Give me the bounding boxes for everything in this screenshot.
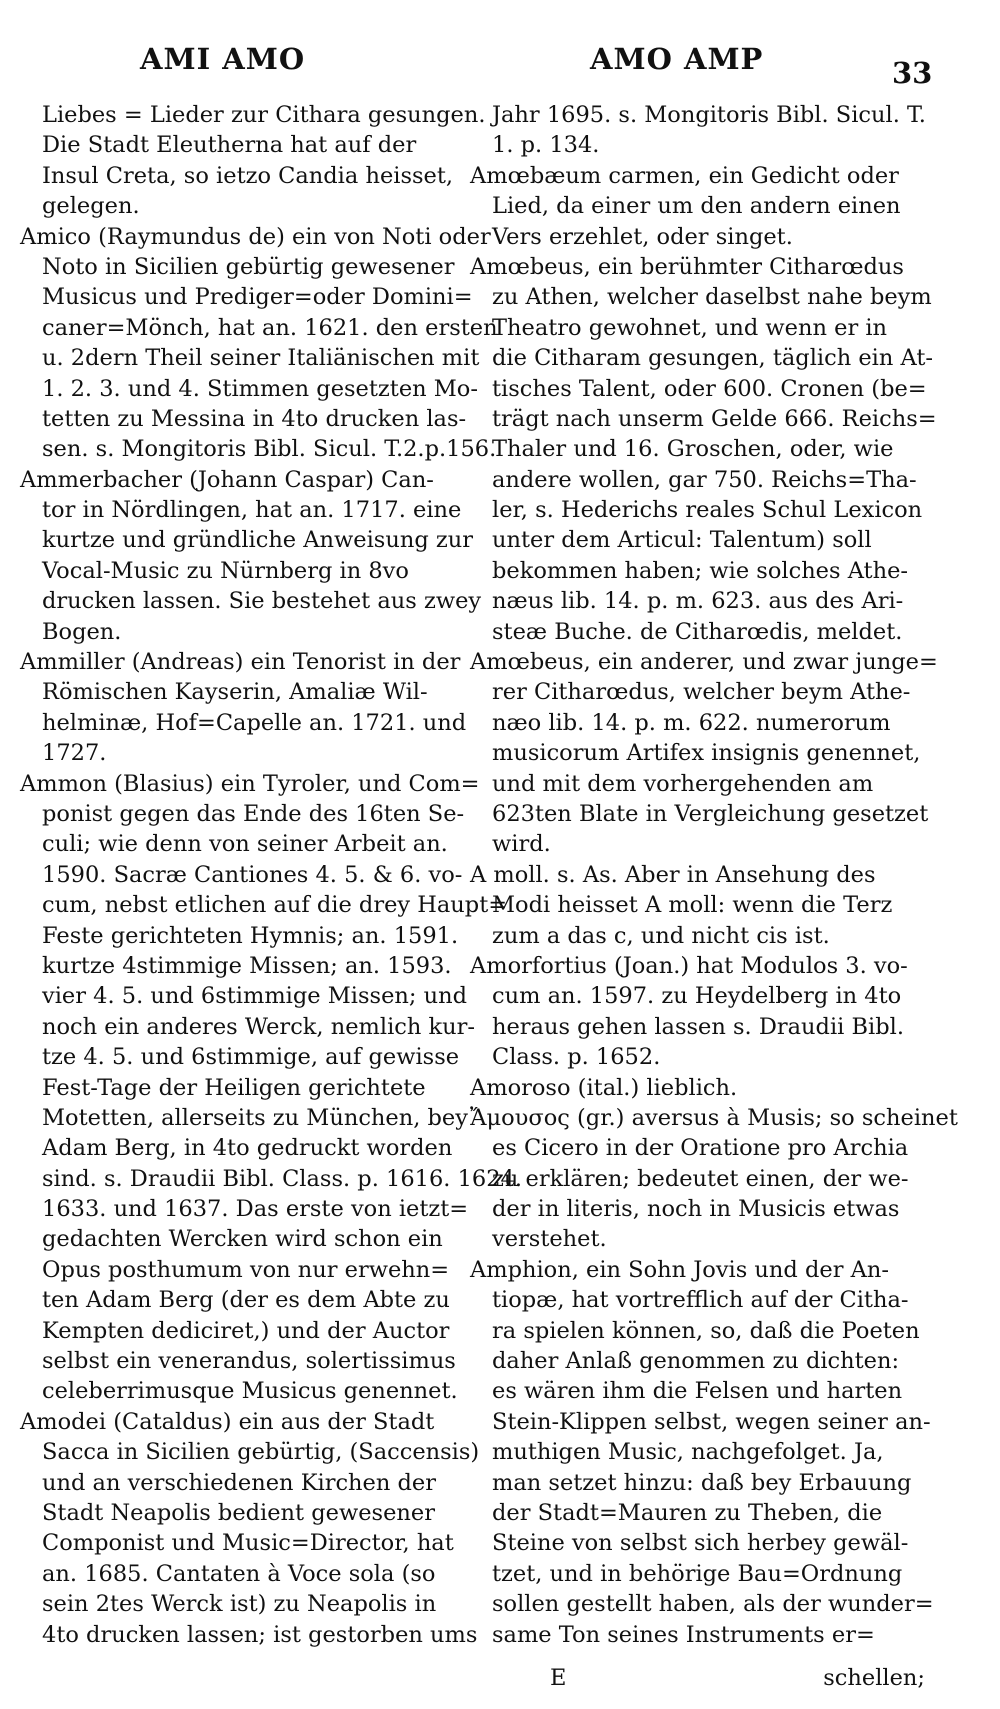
text-line: 1590. Sacræ Cantiones 4. 5. & 6. vo- — [42, 861, 463, 888]
text-line: Insul Creta, so ietzo Candia heisset, — [42, 162, 454, 189]
text-line: vier 4. 5. und 6stimmige Missen; und — [42, 983, 467, 1010]
text-line: der Stadt=Mauren zu Theben, die — [492, 1499, 883, 1526]
text-line: 623ten Blate in Vergleichung gesetzet — [492, 800, 929, 827]
entry-headword-line: Ammiller (Andreas) ein Tenorist in der — [20, 649, 461, 676]
text-line: cum an. 1597. zu Heydelberg in 4to — [492, 983, 902, 1010]
text-line: culi; wie denn von seiner Arbeit an. — [42, 831, 448, 858]
text-line: næo lib. 14. p. m. 622. numerorum — [492, 709, 891, 736]
text-line: zu Athen, welcher daselbst nahe beym — [492, 284, 932, 311]
entry-headword-line: Amorfortius (Joan.) hat Modulos 3. vo- — [470, 952, 908, 979]
text-line: Kempten dediciret,) und der Auctor — [42, 1317, 450, 1344]
text-line: helminæ, Hof=Capelle an. 1721. und — [42, 709, 467, 736]
text-line: Motetten, allerseits zu München, bey — [42, 1104, 468, 1131]
text-line: ten Adam Berg (der es dem Abte zu — [42, 1287, 450, 1314]
text-line: Fest-Tage der Heiligen gerichtete — [42, 1074, 426, 1101]
text-line: Jahr 1695. s. Mongitoris Bibl. Sicul. T. — [492, 102, 926, 128]
text-line: rer Citharœdus, welcher beym Athe- — [492, 679, 911, 706]
text-line: Römischen Kayserin, Amaliæ Wil- — [42, 679, 428, 706]
entry-headword-line: Amœbeus, ein berühmter Citharœdus — [470, 253, 904, 280]
text-line: Musicus und Prediger=oder Domini= — [42, 284, 473, 311]
text-line: næus lib. 14. p. m. 623. aus des Ari- — [492, 588, 904, 615]
text-line: Theatro gewohnet, und wenn er in — [492, 314, 888, 341]
text-line: Adam Berg, in 4to gedruckt worden — [42, 1135, 453, 1162]
text-line: Modi heisset A moll: wenn die Terz — [492, 892, 893, 919]
entry-headword-line: A moll. s. As. Aber in Ansehung des — [470, 861, 876, 888]
text-line: musicorum Artifex insignis genennet, — [492, 740, 921, 767]
entry-headword-line: Amoroso (ital.) lieblich. — [470, 1074, 738, 1101]
text-line: verstehet. — [492, 1226, 607, 1253]
text-line: es wären ihm die Felsen und harten — [492, 1378, 903, 1405]
text-line: ler, s. Hederichs reales Schul Lexicon — [492, 497, 923, 524]
text-line: Stadt Neapolis bedient gewesener — [42, 1499, 435, 1526]
text-line: unter dem Articul: Talentum) soll — [492, 527, 872, 554]
text-line: tze 4. 5. und 6stimmige, auf gewisse — [42, 1044, 460, 1071]
text-line: tetten zu Messina in 4to drucken las- — [42, 405, 467, 432]
text-line: ponist gegen das Ende des 16ten Se- — [42, 800, 465, 827]
page-footer — [470, 1665, 925, 1699]
text-line: 1. 2. 3. und 4. Stimmen gesetzten Mo- — [42, 375, 478, 402]
text-line: Steine von selbst sich herbey gewäl- — [492, 1530, 909, 1557]
text-line: trägt nach unserm Gelde 666. Reichs= — [492, 405, 937, 432]
text-line: es Cicero in der Oratione pro Archia — [492, 1135, 909, 1162]
text-line: Feste gerichteten Hymnis; an. 1591. — [42, 922, 459, 949]
text-line: Lied, da einer um den andern einen — [492, 193, 901, 220]
text-line: 1. p. 134. — [492, 132, 600, 159]
text-line: noch ein anderes Werck, nemlich kur- — [42, 1013, 475, 1040]
text-line: die Citharam gesungen, täglich ein At- — [492, 345, 933, 372]
text-line: wird. — [492, 831, 551, 858]
text-line: u. 2dern Theil seiner Italiänischen mit — [42, 345, 480, 372]
text-line: der in literis, noch in Musicis etwas — [492, 1196, 900, 1223]
entry-headword-line: Amphion, ein Sohn Jovis und der An- — [470, 1256, 889, 1283]
text-line: andere wollen, gar 750. Reichs=Tha- — [492, 466, 917, 493]
text-line: cum, nebst etlichen auf die drey Haupt= — [42, 892, 508, 919]
text-line: same Ton seines Instruments er= — [492, 1621, 875, 1648]
left-column — [20, 100, 522, 1650]
text-line: und an verschiedenen Kirchen der — [42, 1469, 436, 1496]
text-line: drucken lassen. Sie bestehet aus zwey — [42, 588, 482, 615]
right-column — [470, 100, 958, 1650]
text-line: Vers erzehlet, oder singet. — [492, 223, 793, 250]
text-line: und mit dem vorhergehenden am — [492, 770, 874, 797]
entry-headword-line: Amœbæum carmen, ein Gedicht oder — [470, 162, 899, 189]
text-line: tor in Nördlingen, hat an. 1717. eine — [42, 497, 462, 524]
text-line: bekommen haben; wie solches Athe- — [492, 557, 908, 584]
text-line: Componist und Music=Director, hat — [42, 1530, 454, 1557]
text-line: Sacca in Sicilien gebürtig, (Saccensis) — [42, 1439, 480, 1466]
page-number: 33 — [892, 56, 933, 90]
text-line: Bogen. — [42, 618, 122, 645]
text-line: kurtze 4stimmige Missen; an. 1593. — [42, 952, 452, 979]
text-line: sollen gestellt haben, als der wunder= — [492, 1591, 934, 1618]
entry-headword-line: Ἄμουσος (gr.) aversus à Musis; so scheinet — [470, 1104, 958, 1131]
text-line: gelegen. — [42, 193, 140, 220]
text-line: caner=Mönch, hat an. 1621. den ersten — [42, 314, 498, 341]
catchword: schellen; — [823, 1665, 925, 1691]
text-line: zu erklären; bedeutet einen, der we- — [492, 1165, 909, 1192]
text-line: daher Anlaß genommen zu dichten: — [492, 1348, 900, 1375]
entry-headword-line: Ammerbacher (Johann Caspar) Can- — [20, 466, 434, 493]
text-line: man setzet hinzu: daß bey Erbauung — [492, 1469, 912, 1496]
text-line: 4to drucken lassen; ist gestorben ums — [42, 1621, 478, 1648]
text-line: zum a das c, und nicht cis ist. — [492, 922, 830, 949]
text-line: Thaler und 16. Groschen, oder, wie — [492, 436, 894, 463]
text-line: tiopæ, hat vortrefflich auf der Citha- — [492, 1287, 909, 1314]
running-header — [0, 42, 1000, 92]
entry-headword-line: Amodei (Cataldus) ein aus der Stadt — [20, 1408, 435, 1435]
text-line: muthigen Music, nachgefolget. Ja, — [492, 1439, 884, 1466]
text-line: Opus posthumum von nur erwehn= — [42, 1256, 450, 1283]
text-line: sind. s. Draudii Bibl. Class. p. 1616. 1624. — [42, 1165, 522, 1192]
text-line: Vocal-Music zu Nürnberg in 8vo — [42, 557, 409, 584]
text-line: sein 2tes Werck ist) zu Neapolis in — [42, 1591, 437, 1618]
text-line: Stein-Klippen selbst, wegen seiner an- — [492, 1408, 931, 1435]
text-line: steæ Buche. de Citharœdis, meldet. — [492, 618, 903, 645]
header-right: AMO AMP — [590, 42, 764, 76]
text-line: heraus gehen lassen s. Draudii Bibl. — [492, 1013, 904, 1040]
entry-headword-line: Amico (Raymundus de) ein von Noti oder — [20, 223, 491, 250]
entry-headword-line: Ammon (Blasius) ein Tyroler, und Com= — [20, 770, 480, 797]
text-line: selbst ein venerandus, solertissimus — [42, 1348, 456, 1375]
text-line: 1633. und 1637. Das erste von ietzt= — [42, 1196, 469, 1223]
text-line: Noto in Sicilien gebürtig gewesener — [42, 253, 455, 280]
text-line: celeberrimusque Musicus genennet. — [42, 1378, 458, 1405]
text-line: ra spielen können, so, daß die Poeten — [492, 1317, 920, 1344]
signature-mark: E — [550, 1665, 567, 1691]
text-line: 1727. — [42, 740, 107, 767]
text-line: gedachten Wercken wird schon ein — [42, 1226, 443, 1253]
text-line: tzet, und in behörige Bau=Ordnung — [492, 1560, 903, 1587]
text-line: sen. s. Mongitoris Bibl. Sicul. T.2.p.156. — [42, 436, 497, 463]
text-line: tisches Talent, oder 600. Cronen (be= — [492, 375, 927, 402]
text-line: an. 1685. Cantaten à Voce sola (so — [42, 1560, 436, 1587]
text-line: Liebes = Lieder zur Cithara gesungen. — [42, 102, 486, 128]
entry-headword-line: Amœbeus, ein anderer, und zwar junge= — [470, 649, 938, 676]
text-line: Class. p. 1652. — [492, 1044, 661, 1071]
header-left: AMI AMO — [140, 42, 306, 76]
text-line: Die Stadt Eleutherna hat auf der — [42, 132, 417, 159]
text-line: kurtze und gründliche Anweisung zur — [42, 527, 473, 554]
